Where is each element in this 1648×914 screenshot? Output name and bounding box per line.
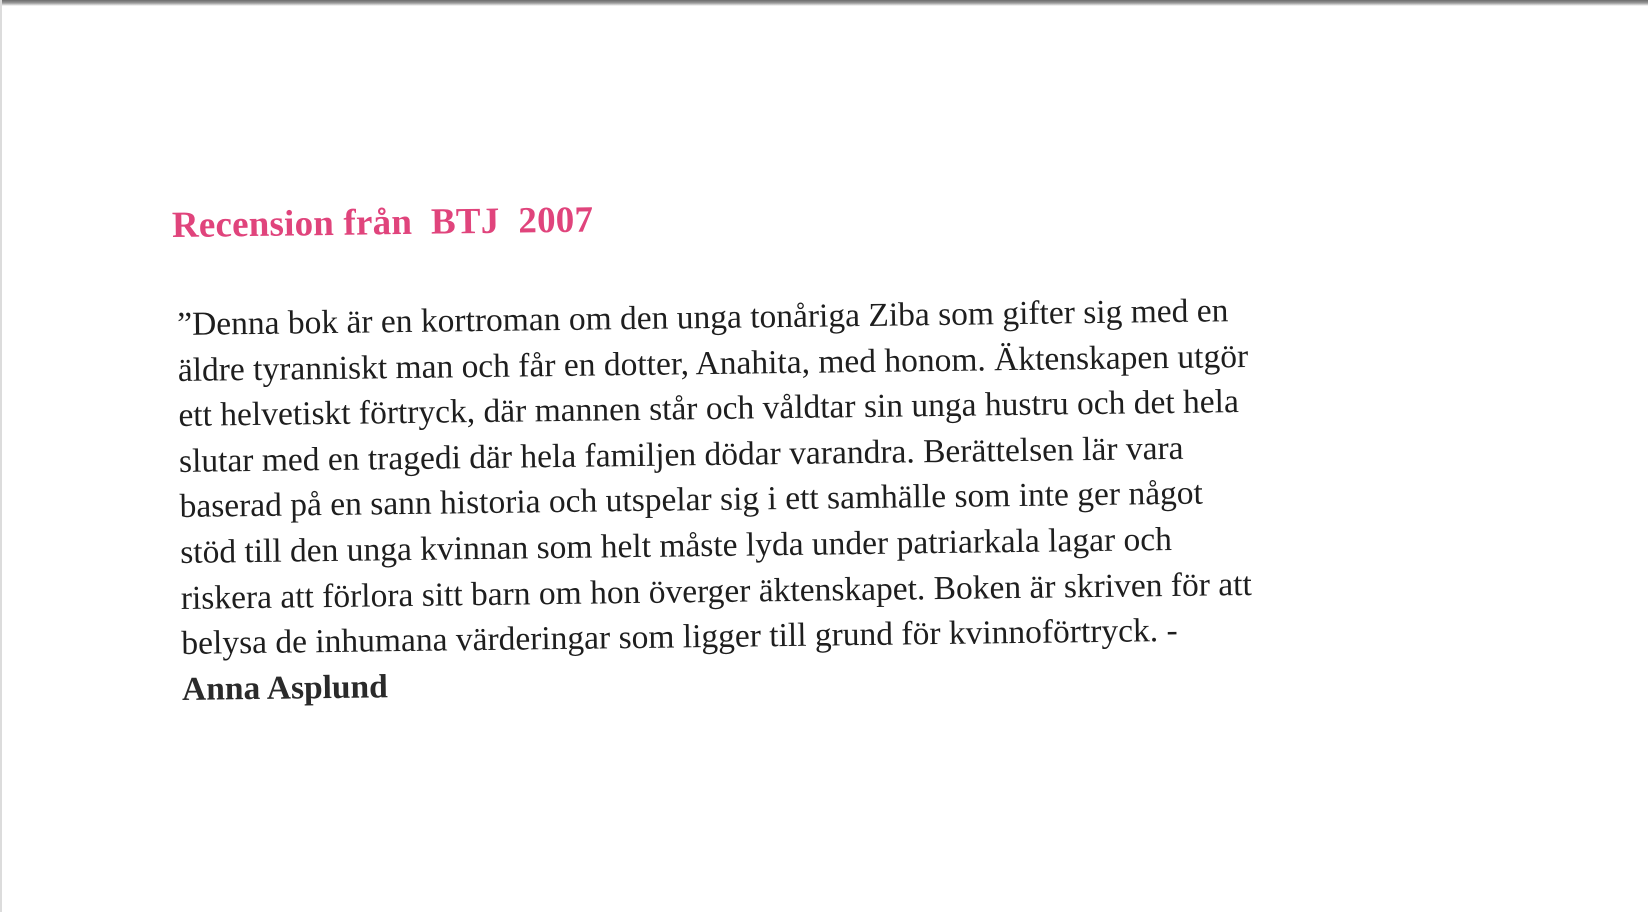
- review-line: slutar med en tragedi där hela familjen dödar varandra. Berättelsen lär vara: [178, 429, 1184, 480]
- review-line: baserad på en sann historia och utspelar sig i ett samhälle som inte ger något: [179, 474, 1204, 526]
- review-line: belysa de inhumana värderingar som ligger till grund för kvinnoförtryck. -: [181, 612, 1178, 663]
- review-line: riskera att förlora sitt barn om hon överger äktenskapet. Boken är skriven för att: [180, 565, 1253, 617]
- review-text: [177, 288, 1253, 712]
- review-line: stöd till den unga kvinnan som helt måste lyda under patriarkala lagar och: [179, 520, 1173, 571]
- review-line: ”Denna bok är en kortroman om den unga tonåriga Ziba som gifter sig med en: [176, 292, 1229, 343]
- review-title: Recension från BTJ 2007: [171, 199, 594, 247]
- review-author: Anna Asplund: [181, 668, 389, 708]
- review-line: ett helvetiskt förtryck, där mannen står och våldtar sin unga hustru och det hela: [178, 383, 1240, 435]
- review-line: äldre tyranniskt man och får en dotter, Anahita, med honom. Äktenskapen utgör: [177, 337, 1249, 389]
